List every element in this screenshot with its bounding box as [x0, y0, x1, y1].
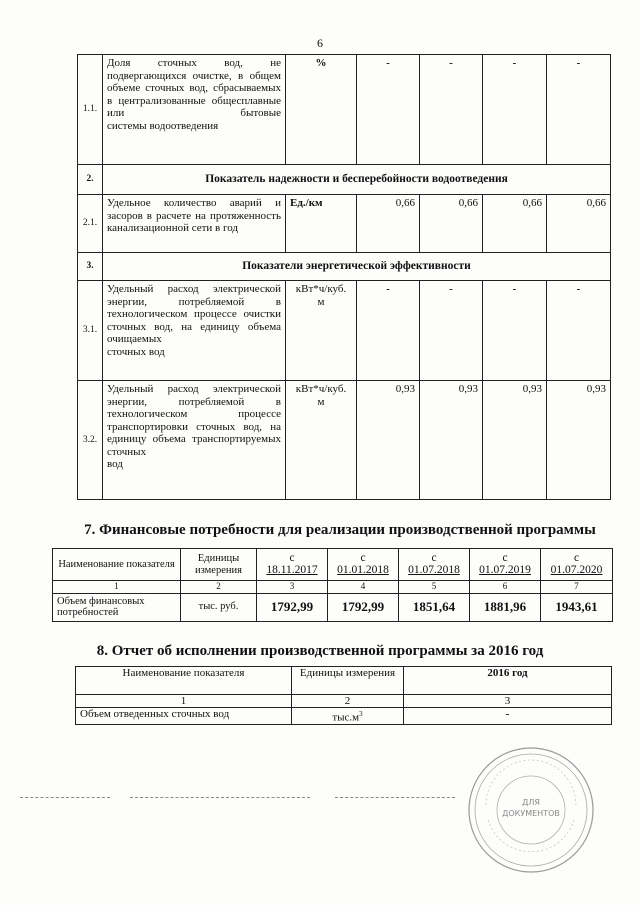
desc-line: централизованные [118, 94, 206, 107]
column-number: 7 [541, 581, 613, 594]
desc-line: потребляемой в [178, 395, 281, 408]
row-number: 3. [78, 253, 103, 281]
column-header: Наименование показателя [53, 549, 181, 581]
row-number: 2.1. [78, 195, 103, 253]
value-cell: 0,66 [357, 195, 420, 253]
value-cell: - [547, 281, 611, 381]
value-cell: 1792,99 [328, 593, 399, 621]
column-header: 2016 год [404, 667, 612, 695]
table-row [76, 708, 612, 725]
desc-line: Удельное количество аварий и [107, 197, 281, 209]
column-header: Единицы измерения [181, 549, 257, 581]
indicator-description [103, 195, 286, 253]
column-number: 1 [76, 695, 292, 708]
desc-line: потребляемой в [178, 295, 281, 308]
desc-line: очистки сточных вод, на [107, 308, 281, 333]
section-7-title: 7. Финансовые потребности для реализации производственной программы [84, 522, 596, 538]
row-number: 3.1. [78, 281, 103, 381]
section-title: Показатель надежности и бесперебойности водоотведения [103, 165, 611, 195]
column-number: 5 [399, 581, 470, 594]
column-number: 2 [292, 695, 404, 708]
table-header-row [53, 549, 613, 581]
section-row [78, 253, 611, 281]
value-cell: 0,93 [357, 381, 420, 500]
desc-line: Доля сточных вод, не [107, 57, 281, 69]
table-row [78, 195, 611, 253]
unit-cell: Ед./км [286, 195, 357, 253]
value-cell: 1943,61 [541, 593, 613, 621]
date-value: 18.11.2017 [266, 563, 318, 576]
column-number-row [53, 581, 613, 594]
value-cell: - [357, 281, 420, 381]
desc-line: сточных вод [107, 345, 165, 358]
date-header [257, 549, 328, 581]
value-cell: 0,93 [420, 381, 483, 500]
date-prefix: с [502, 552, 508, 564]
scan-artifact-line [20, 797, 110, 798]
indicator-description [103, 55, 286, 165]
column-number: 4 [328, 581, 399, 594]
scan-artifact-line [130, 797, 310, 798]
desc-line: сбрасываемых в [107, 82, 281, 107]
unit-text: тыс.м [332, 711, 360, 724]
date-value: 01.01.2018 [337, 563, 389, 576]
column-number-row [76, 695, 612, 708]
value-cell: 1792,99 [257, 593, 328, 621]
column-header: Наименование показателя [76, 667, 292, 695]
row-label: Объем финансовых потребностей [53, 593, 181, 621]
column-number: 6 [470, 581, 541, 594]
date-header [399, 549, 470, 581]
date-prefix: с [289, 552, 295, 564]
desc-line: вод [107, 458, 123, 470]
value-cell: 0,93 [483, 381, 547, 500]
unit-cell: % [286, 55, 357, 165]
value-cell: 0,66 [420, 195, 483, 253]
unit-cell: тыс. руб. [181, 593, 257, 621]
unit-superscript: 3 [359, 710, 363, 718]
desc-line: технологическом процессе [107, 308, 237, 320]
column-number: 2 [181, 581, 257, 594]
unit-line: кВт*ч/куб. [295, 383, 347, 395]
desc-line: системы водоотведения [107, 119, 219, 132]
financial-needs-table [52, 548, 613, 622]
desc-line: транспортировки сточных вод, [107, 420, 263, 433]
unit-line: м [317, 395, 325, 408]
stamp-text: ДЛЯ [522, 798, 540, 807]
unit-cell [286, 281, 357, 381]
column-header: Единицы измерения [292, 667, 404, 695]
unit-line: кВт*ч/куб. [295, 283, 347, 295]
date-prefix: с [360, 552, 366, 564]
date-value: 01.07.2018 [408, 563, 460, 576]
table-row [78, 55, 611, 165]
desc-line: электрической энергии, [107, 383, 281, 408]
unit-cell [286, 381, 357, 500]
value-cell: 1851,64 [399, 593, 470, 621]
date-value: 01.07.2020 [550, 563, 603, 576]
value-cell: - [357, 55, 420, 165]
date-value: 01.07.2019 [479, 563, 531, 576]
desc-line: засоров в расчете на [107, 209, 206, 222]
value-cell: - [420, 281, 483, 381]
column-number: 3 [404, 695, 612, 708]
column-number: 3 [257, 581, 328, 594]
report-table [75, 666, 612, 725]
official-stamp [466, 745, 596, 875]
section-8-title: 8. Отчет об исполнении производственной программы за 2016 год [96, 643, 544, 659]
desc-line: подвергающихся очистке, в [107, 69, 244, 82]
unit-cell [292, 708, 404, 725]
row-number: 1.1. [78, 55, 103, 165]
value-cell: 0,93 [547, 381, 611, 500]
value-cell: 1881,96 [470, 593, 541, 621]
row-number: 3.2. [78, 381, 103, 500]
table-row [53, 593, 613, 621]
table-row [78, 281, 611, 381]
row-number: 2. [78, 165, 103, 195]
section-row [78, 165, 611, 195]
stamp-text: ДОКУМЕНТОВ [502, 809, 560, 818]
table-row [78, 381, 611, 500]
date-prefix: с [573, 552, 580, 564]
desc-line: общесплавные или бытовые [107, 94, 282, 119]
date-prefix: с [431, 552, 437, 564]
page-number: 6 [317, 36, 323, 50]
indicator-description [103, 381, 286, 500]
desc-line: Удельный расход [107, 283, 199, 295]
date-header [470, 549, 541, 581]
indicators-table [77, 54, 611, 500]
date-header [328, 549, 399, 581]
date-header [541, 549, 613, 581]
desc-line: Удельный расход [107, 383, 199, 395]
desc-line: электрической энергии, [107, 283, 281, 308]
value-cell: - [420, 55, 483, 165]
column-number: 1 [53, 581, 181, 594]
scan-artifact-line [335, 797, 455, 798]
desc-line: транспортируемых сточных [107, 433, 281, 458]
row-label: Объем отведенных сточных вод [76, 708, 292, 725]
table-header-row [76, 667, 612, 695]
desc-line: протяженность [209, 209, 282, 222]
indicator-description [103, 281, 286, 381]
value-cell: - [547, 55, 611, 165]
value-cell: 0,66 [547, 195, 611, 253]
desc-line: единицу объема очищаемых [107, 320, 281, 345]
value-cell: - [483, 55, 547, 165]
desc-line: технологическом процессе [107, 408, 281, 420]
value-cell: - [483, 281, 547, 381]
desc-line: на единицу объема [107, 420, 282, 445]
section-title: Показатели энергетической эффективности [103, 253, 611, 281]
desc-line: канализационной сети в год [107, 222, 239, 234]
desc-line: общем объеме сточных вод, [107, 69, 281, 94]
unit-line: м [317, 295, 325, 308]
value-cell: 0,66 [483, 195, 547, 253]
value-cell: - [404, 708, 612, 725]
